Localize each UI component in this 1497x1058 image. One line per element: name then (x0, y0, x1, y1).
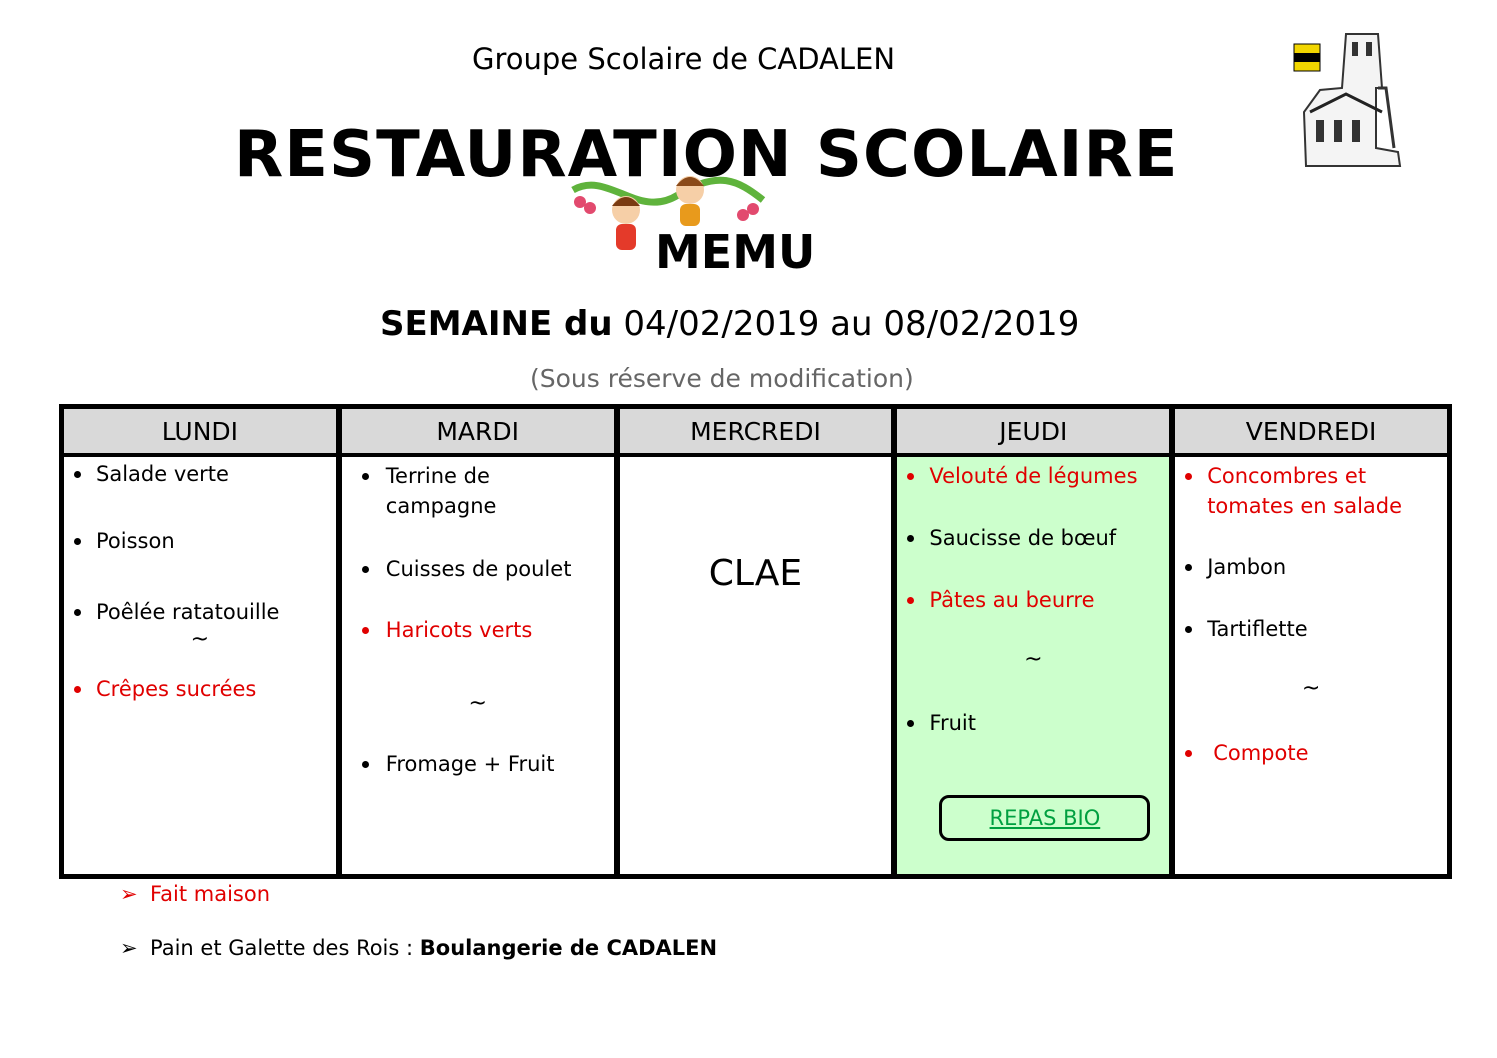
menu-item: Fruit (897, 708, 1163, 738)
day-column-lundi (63, 408, 337, 875)
bullet-icon (907, 597, 914, 604)
bakery-name: Boulangerie de CADALEN (419, 936, 718, 960)
clae-label: CLAE (708, 553, 803, 594)
bullet-icon (362, 566, 369, 573)
menu-item: Cuisses de poulet (342, 554, 608, 584)
day-column-jeudi (896, 408, 1170, 875)
bullet-icon (1185, 626, 1192, 633)
course-separator: ~ (1301, 676, 1321, 701)
day-body (897, 457, 1169, 874)
menu-item: Poêlée ratatouille (64, 597, 330, 627)
week-dates: 04/02/2019 au 08/02/2019 (623, 304, 1080, 344)
menu-item: Fromage + Fruit (342, 749, 608, 779)
menu-item: Concombres et tomates en salade (1175, 461, 1407, 521)
menu-item: Tartiflette (1175, 614, 1441, 644)
day-header: JEUDI (897, 409, 1169, 457)
menu-item: Pâtes au beurre (897, 585, 1163, 615)
day-body (1175, 457, 1447, 874)
repas-bio-link[interactable]: REPAS BIO (989, 806, 1101, 830)
course-separator: ~ (190, 627, 210, 652)
menu-item: Crêpes sucrées (64, 674, 330, 704)
day-header: LUNDI (64, 409, 336, 457)
menu-item: Jambon (1175, 552, 1441, 582)
day-header: MARDI (342, 409, 614, 457)
week-label: SEMAINE du (380, 304, 613, 344)
menu-item: Velouté de légumes (897, 461, 1163, 491)
day-column-vendredi (1174, 408, 1448, 875)
bullet-icon (907, 473, 914, 480)
bullet-icon (74, 471, 81, 478)
bullet-icon (907, 535, 914, 542)
school-name: Groupe Scolaire de CADALEN (472, 42, 896, 76)
note-homemade: ➢ Fait maison (120, 882, 271, 906)
course-separator: ~ (468, 691, 487, 716)
menu-item: Poisson (64, 526, 330, 556)
bullet-icon (74, 609, 81, 616)
bullet-icon (362, 473, 369, 480)
course-separator: ~ (1024, 647, 1043, 672)
day-column-mardi (341, 408, 615, 875)
note-bakery: ➢ Pain et Galette des Rois : Boulangerie de CADALEN (120, 936, 718, 960)
menu-table (59, 404, 1452, 879)
bullet-icon (362, 761, 369, 768)
day-header: MERCREDI (620, 409, 892, 457)
repas-bio-badge[interactable] (939, 795, 1150, 841)
bullet-icon (1185, 750, 1192, 757)
bullet-icon (1185, 564, 1192, 571)
menu-item: Salade verte (64, 459, 330, 489)
bullet-icon (74, 538, 81, 545)
menu-item: Saucisse de bœuf (897, 523, 1163, 553)
arrow-right-icon: ➢ (120, 882, 138, 906)
menu-item: Haricots verts (342, 615, 608, 645)
bullet-icon (362, 627, 369, 634)
day-column-mercredi (619, 408, 893, 875)
day-body (342, 457, 614, 874)
menu-item: Terrine de campagne (342, 461, 536, 521)
menu-item: Compote (1175, 738, 1441, 768)
page-title: RESTAURATION SCOLAIRE (234, 118, 1179, 192)
day-body (620, 457, 892, 874)
bullet-icon (907, 720, 914, 727)
cadalen-church-logo (1290, 28, 1405, 168)
arrow-right-icon: ➢ (120, 936, 138, 960)
day-header: VENDREDI (1175, 409, 1447, 457)
bullet-icon (74, 686, 81, 693)
reserve-note: (Sous réserve de modification) (530, 364, 914, 393)
day-body (64, 457, 336, 874)
page-subtitle: MEMU (655, 225, 816, 279)
week-range (380, 304, 1079, 344)
bullet-icon (1185, 473, 1192, 480)
